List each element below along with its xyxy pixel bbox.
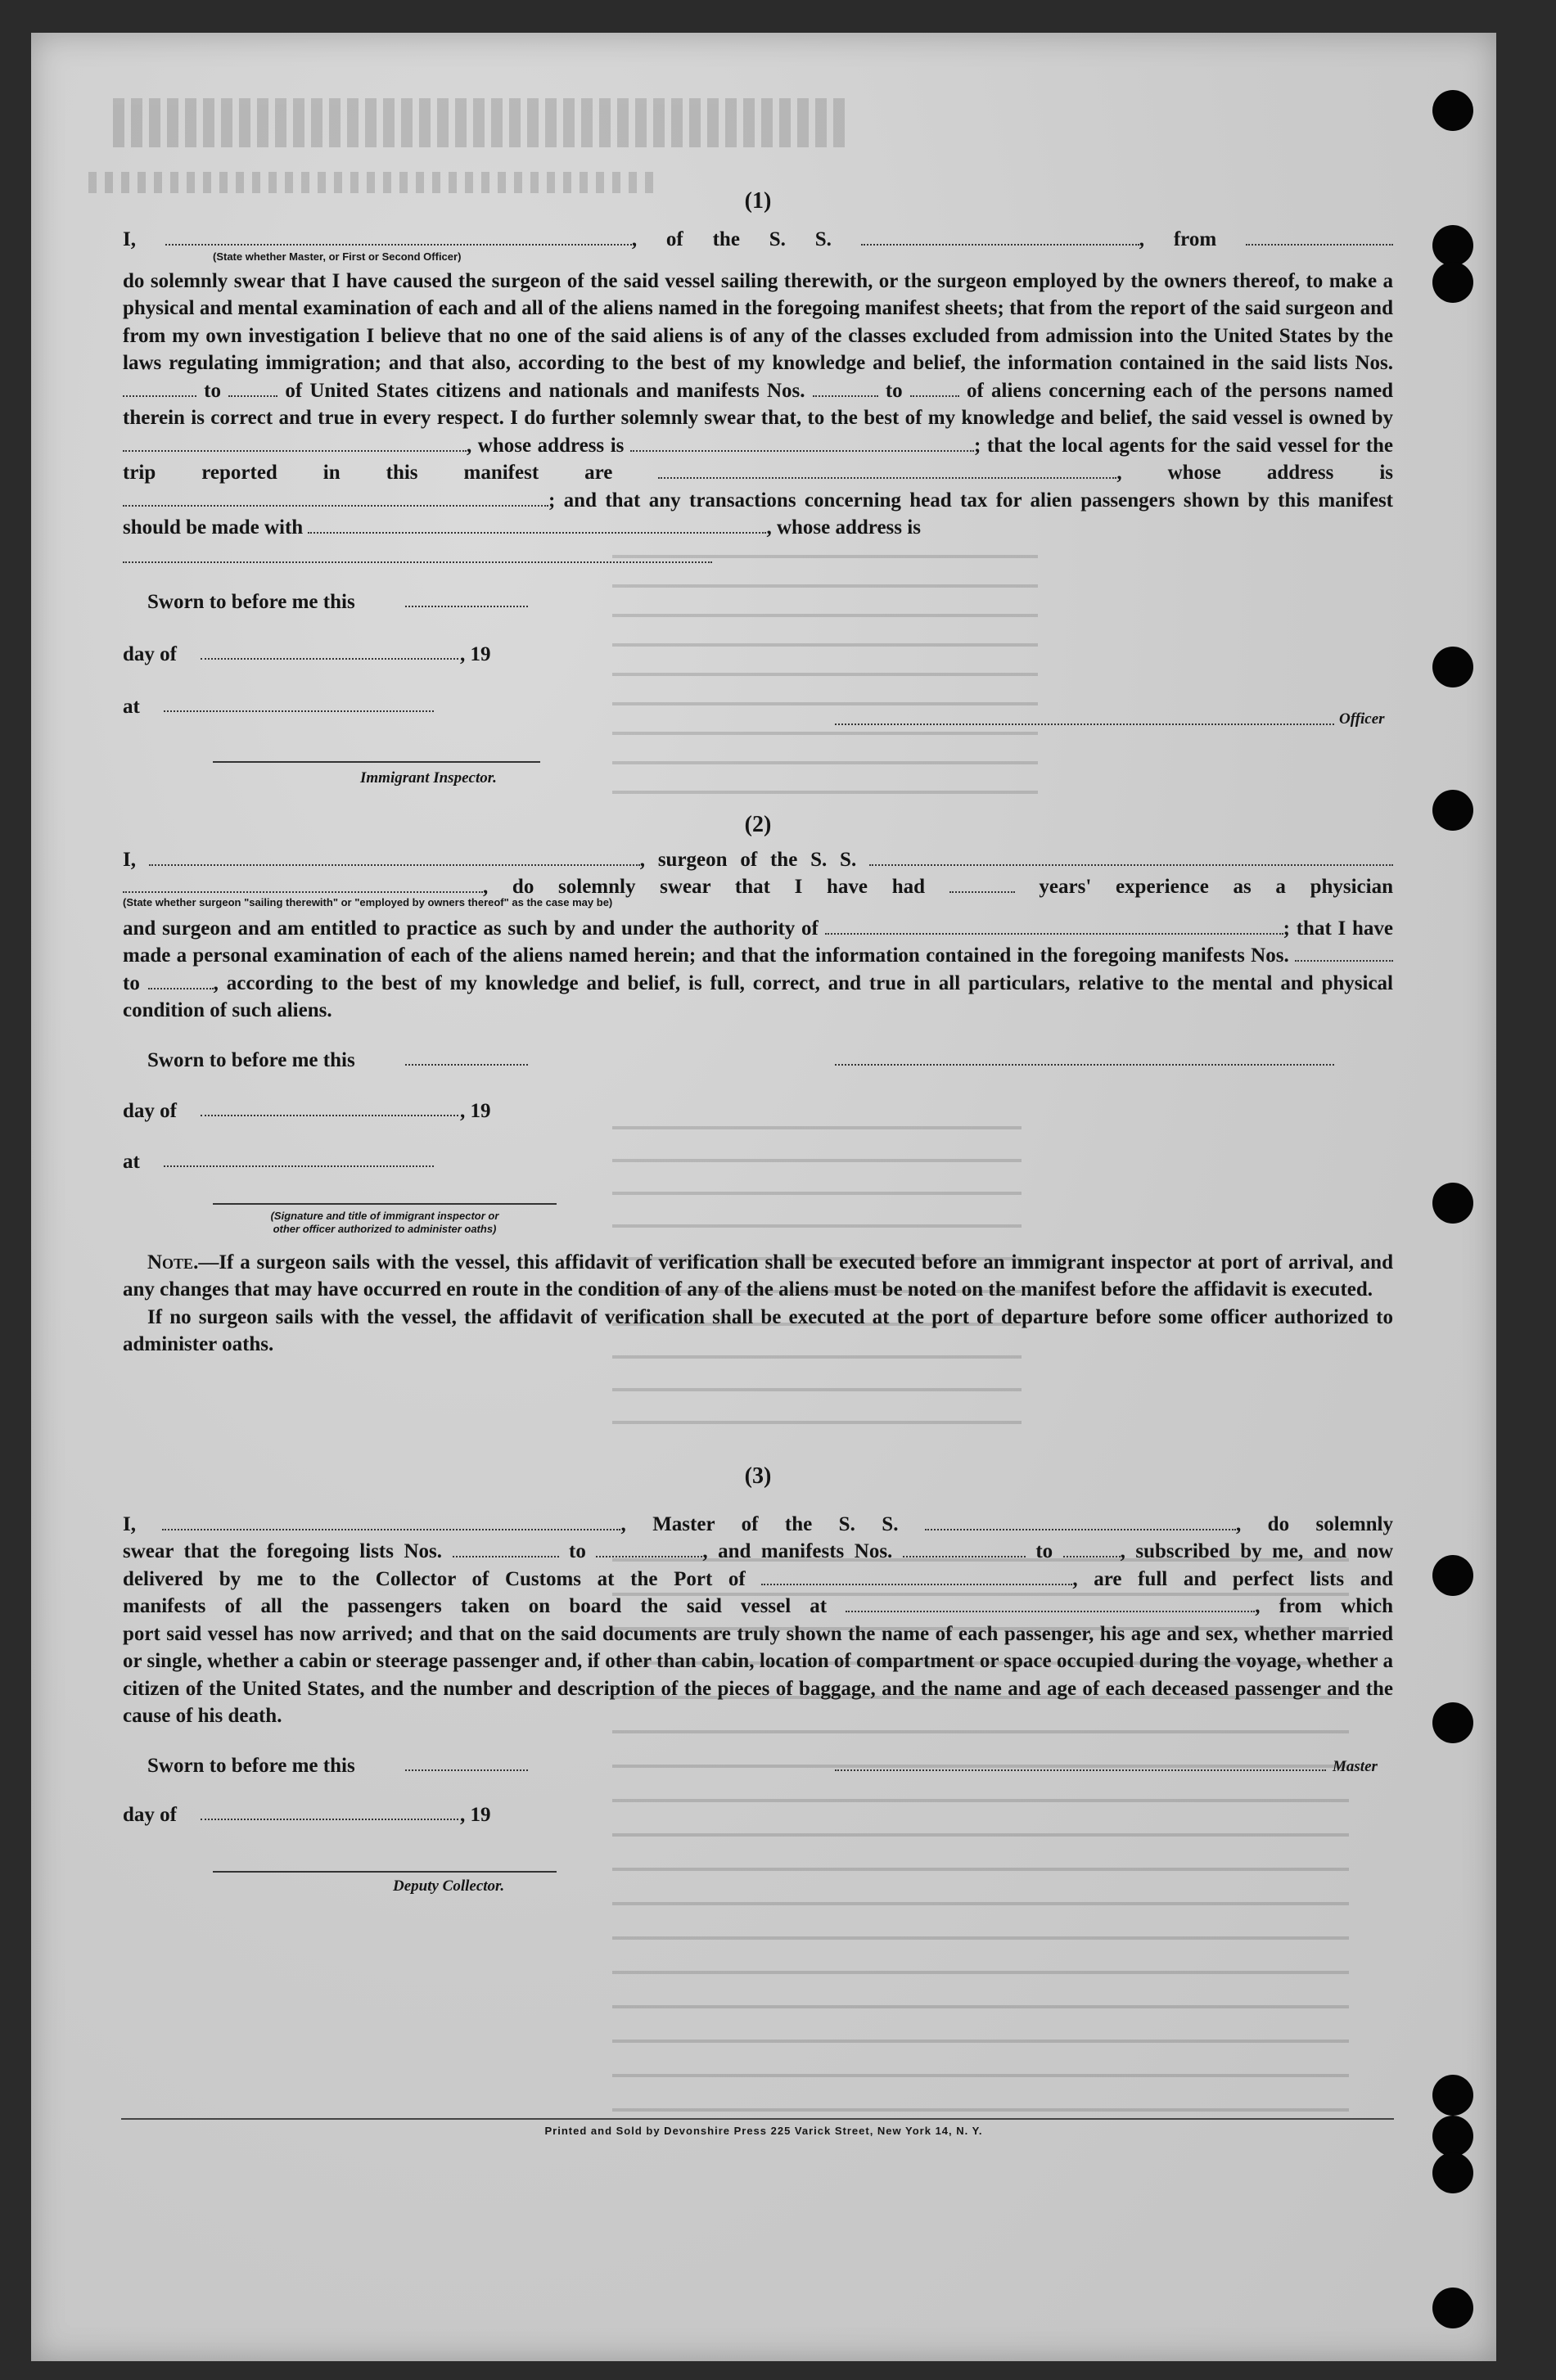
solemnly-text: , do solemnly swear that I have had <box>483 876 926 898</box>
footer-rule <box>121 2118 1394 2120</box>
note-text: —If a surgeon sails with the vessel, this affidavit of verification shall be executed before an immigrant inspector at port of arrival, and any changes that may have occurred en route in the condition of any of the aliens must be noted on the manifest before the affidavit is executed. <box>123 1251 1393 1300</box>
officer-signature-field[interactable] <box>213 1203 557 1205</box>
whose-address-label: , whose address is <box>467 434 625 457</box>
delivered-text: delivered by me to the Collector of Customs at the Port of <box>123 1567 746 1590</box>
agents-address-field[interactable] <box>123 489 548 507</box>
swear-text: swear that the foregoing lists Nos. <box>123 1540 443 1562</box>
section-3-signatures <box>123 1755 1393 1918</box>
manifests-to-field[interactable] <box>148 971 214 989</box>
sworn-label: Sworn to before me this <box>147 1754 355 1777</box>
surgeon-signature-field[interactable] <box>835 1064 1334 1066</box>
year-label: , 19 <box>460 642 491 665</box>
note-label: Note. <box>147 1251 199 1273</box>
section-1-first-line <box>123 226 1393 254</box>
lists-from-field[interactable] <box>123 379 196 397</box>
affidavit-content <box>123 188 1393 1918</box>
at-label: at <box>123 695 140 718</box>
local-agents-text: that the local agents for the said vessel for the trip reported in this manifest are <box>123 434 1394 484</box>
head-tax-address-field[interactable] <box>123 542 712 563</box>
lists-to-field[interactable] <box>228 379 277 397</box>
section-3-fourth-line <box>123 1593 1393 1620</box>
aliens-concerning-text: of aliens concerning each of the persons named therein is correct and true in every respect. I do further solemnly swear that, to the best of my knowledge and belief, the said vessel is owned by <box>123 379 1394 429</box>
manifest-back-page <box>31 33 1496 2361</box>
master-caption: Master <box>1333 1757 1378 1775</box>
section-2-body: and surgeon and am entitled to practice as such by and under the authority of ; that I have made a personal examination of each of the aliens named herein; and that the information contained in the foregoing manifests Nos. to , according to the best of my knowledge and belief, is full, correct, and true in all particulars, relative to the mental and physical condition of such aliens. <box>123 917 1394 1021</box>
do-solemnly-label: , do solemnly <box>1235 1512 1394 1535</box>
section-2-signatures <box>123 1049 1393 1254</box>
sworn-date-field[interactable] <box>405 1769 528 1771</box>
officer-caption: Officer <box>1339 710 1385 728</box>
oath-prefix: I, <box>123 1512 136 1535</box>
boarding-port-field[interactable] <box>846 1594 1255 1612</box>
no-surgeon-note: If no surgeon sails with the vessel, the affidavit of verification shall be executed at the port of departure before some officer authorized to administer oaths. <box>123 1305 1393 1355</box>
to-label: to <box>1035 1540 1053 1562</box>
oath-prefix: I, <box>123 848 136 871</box>
to-label: to <box>569 1540 586 1562</box>
master-name-field[interactable] <box>162 1512 620 1530</box>
punch-hole <box>1432 225 1473 266</box>
section-3-number: (3) <box>744 1463 772 1489</box>
to-label: to <box>885 379 903 402</box>
manifests-of-text: manifests of all the passengers taken on board the said vessel at <box>123 1595 828 1617</box>
manifests-from-field[interactable] <box>903 1539 1026 1557</box>
deputy-collector-caption: Deputy Collector. <box>393 1877 505 1895</box>
master-vessel-field[interactable] <box>925 1512 1236 1530</box>
section-1-signatures <box>123 591 1393 918</box>
manifest-from-field[interactable] <box>813 379 878 397</box>
and-manifests-text: , and manifests Nos. <box>702 1540 893 1562</box>
at-field[interactable] <box>164 1165 434 1167</box>
year-label: , 19 <box>460 1099 491 1122</box>
punch-hole <box>1432 2288 1473 2328</box>
surgeon-note <box>123 1249 1393 1304</box>
local-agents-field[interactable] <box>658 461 1116 479</box>
full-lists-text: , are full and perfect lists and <box>1072 1567 1394 1590</box>
collector-signature-field[interactable] <box>213 1871 557 1873</box>
at-field[interactable] <box>164 710 434 712</box>
from-label: , from <box>1139 228 1217 250</box>
section-2-body-text: and surgeon and am entitled to practice as such by and under the authority of <box>123 917 819 940</box>
sworn-label: Sworn to before me this <box>147 590 355 613</box>
day-of-field[interactable] <box>201 1115 458 1116</box>
day-of-label: day of <box>123 642 177 665</box>
port-field[interactable] <box>761 1567 1072 1585</box>
head-tax-text: ; and that any transactions concerning head tax for alien passengers shown by this manifest should be made with <box>123 489 1393 539</box>
according-text: , according to the best of my knowledge and belief, is full, correct, and true in all particulars, relative to the mental and physical condition of such aliens. <box>123 971 1393 1021</box>
section-3-first-line <box>123 1511 1393 1539</box>
punch-hole <box>1432 2152 1473 2193</box>
punch-hole <box>1432 1183 1473 1224</box>
examination-text: that I have made a personal examination of each of the aliens named herein; and that the information contained in the foregoing manifests Nos. <box>123 917 1394 967</box>
authority-field[interactable] <box>825 917 1283 935</box>
punch-hole <box>1432 2075 1473 2116</box>
officer-signature-field[interactable] <box>835 723 1334 725</box>
section-3-third-line <box>123 1566 1393 1593</box>
inspector-signature-field[interactable] <box>213 761 540 763</box>
lists-to-field[interactable] <box>596 1539 702 1557</box>
section-1-body: do solemnly swear that I have caused the surgeon of the said vessel sailing therewith, or the surgeon employed by the owners thereof, to make a physical and mental examination of each and all of the aliens named in the foregoing manifest sheets; that from the report of the said surgeon and from my own investigation I believe that no one of the said aliens is of any of the classes excluded from admission into the United States by the laws regulating immigration; and that also, according to the best of my knowledge and belief, the information contained in the said lists Nos. to of United States citizens and nationals and manifests Nos. to of aliens concerning each of the persons named therein is correct and true in every respect. I do further solemnly swear that, to the best of my knowledge and belief, the said vessel is owned by , whose address is ; that the local agents for the said vessel for the trip reported in this manifest are , whose address is ; and that any transactions concerning head tax for alien passengers shown by this manifest should be made with , whose address is <box>123 269 1394 539</box>
signature-note-1: (Signature and title of immigrant inspector or <box>270 1209 499 1222</box>
from-which-text: , from which <box>1255 1595 1393 1617</box>
subscribed-text: , subscribed by me, and now <box>1120 1540 1394 1562</box>
master-of-label: , Master of the S. S. <box>620 1512 899 1535</box>
section-3-second-line <box>123 1538 1393 1566</box>
whose-address-label: whose address is <box>1167 462 1394 484</box>
sworn-date-field[interactable] <box>405 606 528 607</box>
us-citizens-text: of United States citizens and nationals and manifests Nos. <box>285 379 805 402</box>
day-of-field[interactable] <box>201 658 458 660</box>
to-label: to <box>204 379 221 402</box>
oath-prefix: I, <box>123 228 136 250</box>
day-of-label: day of <box>123 1803 177 1826</box>
punch-hole <box>1432 1555 1473 1596</box>
to-label: to <box>123 971 140 994</box>
officer-name-field[interactable] <box>165 228 632 246</box>
master-signature-field[interactable] <box>835 1769 1326 1771</box>
years-text: years' experience as a physician <box>1039 876 1394 898</box>
sworn-label: Sworn to before me this <box>147 1048 355 1071</box>
vessel-name-field[interactable] <box>861 228 1139 246</box>
section-2-number: (2) <box>744 811 772 837</box>
punch-hole <box>1432 90 1473 131</box>
punch-hole <box>1432 262 1473 303</box>
punch-hole <box>1432 647 1473 687</box>
section-1-number: (1) <box>744 188 772 214</box>
owner-address-field[interactable] <box>630 434 974 452</box>
whose-address-label: , whose address is <box>766 516 921 539</box>
head-tax-agent-field[interactable] <box>308 516 766 534</box>
surgeon-status-note: (State whether surgeon "sailing therewith" or "employed by owners thereof" as the case may be) <box>123 895 613 908</box>
punch-hole <box>1432 1702 1473 1743</box>
vessel-label: , of the S. S. <box>631 228 832 250</box>
day-of-label: day of <box>123 1099 177 1122</box>
day-of-field[interactable] <box>201 1819 458 1820</box>
printer-footer: Printed and Sold by Devonshire Press 225 Varick Street, New York 14, N. Y. <box>544 2125 983 2137</box>
manifests-from-field[interactable] <box>1295 944 1393 962</box>
punch-hole <box>1432 790 1473 831</box>
signature-note-2: other officer authorized to administer oaths) <box>273 1222 497 1235</box>
sworn-date-field[interactable] <box>405 1064 528 1066</box>
lists-from-field[interactable] <box>453 1539 559 1557</box>
at-label: at <box>123 1150 140 1173</box>
from-port-field[interactable] <box>1246 228 1393 246</box>
owner-field[interactable] <box>123 434 467 452</box>
section-3-body: port said vessel has now arrived; and that on the said documents are truly shown the name of each passenger, his age and sex, whether married or single, whether a cabin or steerage passenger and, if other than cabin, location of compartment or space occupied during the voyage, whether a citizen of the United States, and the number and description of the pieces of baggage, and the name and age of each deceased passenger and the cause of his death. <box>123 1622 1393 1727</box>
surgeon-of-label: , surgeon of the S. S. <box>639 848 857 871</box>
year-label: , 19 <box>460 1803 491 1826</box>
section-1-body-text: do solemnly swear that I have caused the surgeon of the said vessel sailing therewith, or the surgeon employed by the owners thereof, to make a physical and mental examination of each and all of the aliens named in the foregoing manifest sheets; that from the report of the said surgeon and from my own investigation I believe that no one of the said aliens is of any of the classes excluded from admission into the United States by the laws regulating immigration; and that also, according to the best of my knowledge and belief, the information contained in the said lists Nos. <box>123 269 1393 374</box>
manifests-to-field[interactable] <box>1063 1539 1121 1557</box>
manifest-to-field[interactable] <box>910 379 959 397</box>
rank-note: (State whether Master, or First or Second Officer) <box>213 250 462 263</box>
inspector-caption: Immigrant Inspector. <box>360 769 497 787</box>
